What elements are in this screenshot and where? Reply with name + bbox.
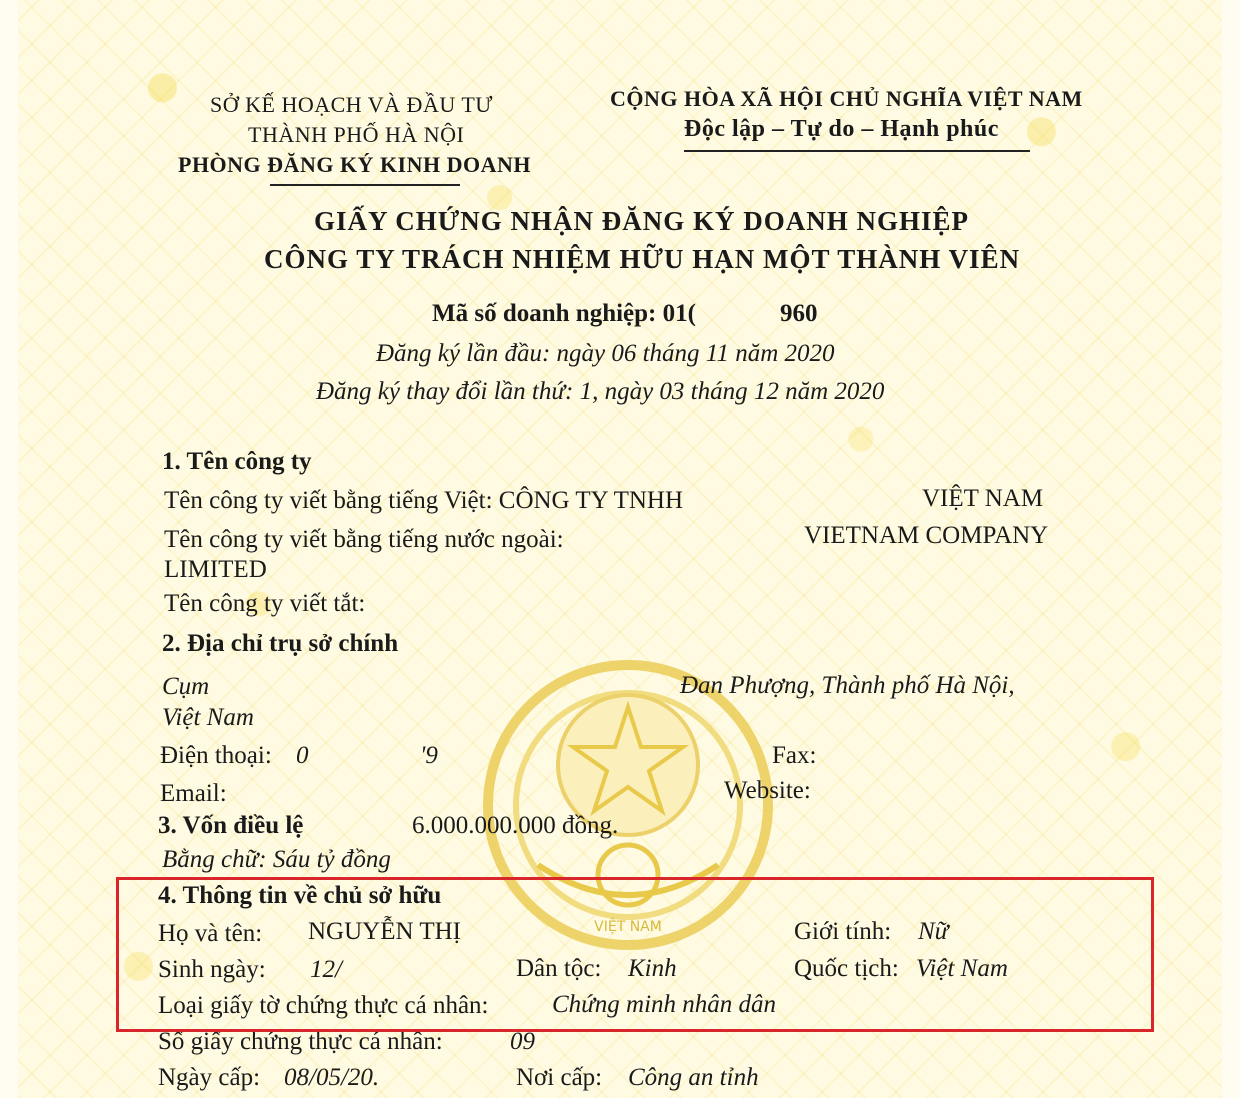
owner-name-value: NGUYỄN THỊ — [308, 918, 461, 945]
certificate-page — [18, 0, 1222, 1098]
dob-value: 12/ — [310, 956, 342, 983]
nation-underline — [684, 150, 1030, 152]
ethnic-label: Dân tộc: — [516, 955, 602, 982]
issue-place-value: Công an tỉnh — [628, 1064, 759, 1091]
charter-capital-amount: 6.000.000.000 đồng. — [412, 812, 619, 839]
website-label: Website: — [724, 777, 811, 804]
nationality-value: Việt Nam — [916, 955, 1008, 982]
gender-label: Giới tính: — [794, 918, 892, 945]
agency-line3: PHÒNG ĐĂNG KÝ KINH DOANH — [178, 152, 531, 177]
enterprise-code-label: Mã số doanh nghiệp: 01( — [432, 300, 696, 327]
address-start: Cụm — [162, 673, 210, 700]
nationality-label: Quốc tịch: — [794, 955, 899, 982]
nation-line2: Độc lập – Tự do – Hạnh phúc — [684, 116, 999, 142]
address-tail: Đan Phượng, Thành phố Hà Nội, — [680, 672, 1015, 699]
phone-start: 0 — [296, 742, 309, 769]
dob-label: Sinh ngày: — [158, 956, 266, 983]
agency-line2: THÀNH PHỐ HÀ NỘI — [248, 122, 465, 147]
foreign-name-line2: LIMITED — [164, 556, 267, 583]
issue-date-label: Ngày cấp: — [158, 1064, 261, 1091]
gender-value: Nữ — [918, 918, 949, 945]
section1-heading: 1. Tên công ty — [162, 448, 312, 475]
id-type-value: Chứng minh nhân dân — [552, 991, 777, 1018]
section2-heading: 2. Địa chỉ trụ sở chính — [162, 630, 399, 657]
ethnic-value: Kinh — [628, 955, 677, 982]
foreign-name-label: Tên công ty viết bằng tiếng nước ngoài: — [164, 526, 564, 553]
email-label: Email: — [160, 780, 227, 807]
owner-name-label: Họ và tên: — [158, 920, 263, 947]
title-line2: CÔNG TY TRÁCH NHIỆM HỮU HẠN MỘT THÀNH VIÊN — [264, 244, 1021, 274]
agency-underline — [270, 184, 460, 186]
issue-place-label: Nơi cấp: — [516, 1064, 603, 1091]
first-registration: Đăng ký lần đầu: ngày 06 tháng 11 năm 2020 — [376, 340, 835, 367]
agency-line1: SỞ KẾ HOẠCH VÀ ĐẦU TƯ — [210, 92, 493, 117]
vn-name-tail: VIỆT NAM — [922, 485, 1044, 512]
section4-heading: 4. Thông tin về chủ sở hữu — [158, 882, 442, 909]
vn-name-label: Tên công ty viết bằng tiếng Việt: CÔNG TY TNHH — [164, 487, 684, 514]
id-number-value: 09 — [510, 1028, 535, 1055]
issue-date-value: 08/05/20. — [284, 1064, 380, 1091]
foreign-name-tail: VIETNAM COMPANY — [804, 522, 1049, 549]
nation-line1: CỘNG HÒA XÃ HỘI CHỦ NGHĨA VIỆT NAM — [610, 86, 1083, 111]
emblem-text: VIỆT NAM — [594, 919, 662, 935]
id-number-label: Số giấy chứng thực cá nhân: — [158, 1028, 443, 1055]
section3-heading: 3. Vốn điều lệ — [158, 812, 304, 839]
short-name-label: Tên công ty viết tắt: — [164, 590, 366, 617]
title-line1: GIẤY CHỨNG NHẬN ĐĂNG KÝ DOANH NGHIỆP — [314, 206, 969, 236]
change-registration: Đăng ký thay đổi lần thứ: 1, ngày 03 tháng 12 năm 2020 — [316, 378, 885, 405]
phone-label: Điện thoại: — [160, 742, 272, 769]
address-line2: Việt Nam — [162, 704, 254, 731]
id-type-label: Loại giấy tờ chứng thực cá nhân: — [158, 992, 489, 1019]
enterprise-code-tail: 960 — [780, 300, 818, 327]
charter-capital-words: Bằng chữ: Sáu tỷ đồng — [162, 846, 391, 873]
fax-label: Fax: — [772, 742, 817, 769]
phone-tail: '9 — [420, 742, 438, 769]
owner-info-highlight-box — [116, 877, 1154, 1032]
